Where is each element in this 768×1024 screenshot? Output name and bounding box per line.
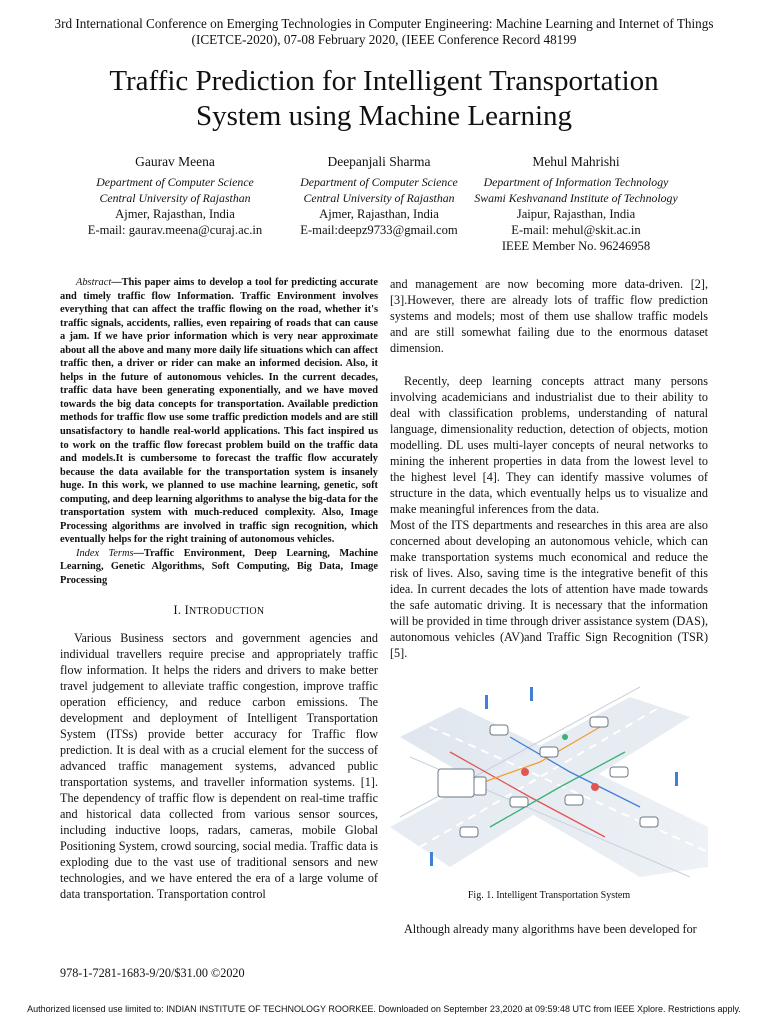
author-name: Deepanjali Sharma <box>327 154 431 169</box>
conference-line-1: 3rd International Conference on Emerging Technologies in Computer Engineering: Machine Learning and Internet of Things <box>54 16 714 31</box>
section-initial: I <box>184 602 189 617</box>
car-icon <box>460 827 478 837</box>
author-block-2 <box>268 154 490 238</box>
author-department: Department of Information Technology <box>483 175 669 189</box>
author-ieee-member: IEEE Member No. 96246958 <box>501 239 651 253</box>
section-title-rest: NTRODUCTION <box>188 605 265 617</box>
car-icon <box>510 797 528 807</box>
author-email: E-mail:deepz9733@gmail.com <box>300 223 458 237</box>
author-email: E-mail: gaurav.meena@curaj.ac.in <box>87 223 263 237</box>
author-name: Mehul Mahrishi <box>532 154 620 169</box>
copyright-notice: 978-1-7281-1683-9/20/$31.00 ©2020 <box>60 966 245 980</box>
author-department: Department of Computer Science <box>96 175 254 189</box>
paragraph-autonomous: Most of the ITS departments and researches in this area are also concerned about developing an autonomous vehicle, which can make transportation systems much economical and reduce the risk of lives. Also, saving time is the integrative benefit of this idea. In current decades the lots of attention have made towards the safe automatic driving. It is necessary that the information will be provided in time through driver assistance system (DAS), autonomous vehicles (AV)and Traffic Sign Recognition (TSR) [5]. <box>390 518 708 660</box>
author-location: Ajmer, Rajasthan, India <box>319 207 439 221</box>
car-icon <box>490 725 508 735</box>
intro-paragraph: Various Business sectors and government agencies and individual travellers require precise and appropriately traffic flow information. It helps the riders and drivers to make better travel judgement to alleviate traffic congestion, improve traffic operation efficiency, and reduce carbon emissions. The development and deployment of Intelligent Transportation System (ITSs) provide better accuracy for Traffic flow prediction. It is deal with as a crucial element for the success of advanced traffic management systems, advanced public transportation systems, and traveller information systems. [1]. The dependency of traffic flow is dependent on real-time traffic and historical data collected from various sensor sources, including inductive loops, radars, cameras, mobile Global Positioning System, crowd sourcing, social media. Traffic data is exploding due to the vast use of traditional sensors and new technologies, and we have entered the era of a large volume of data transportation. Transportation control <box>60 630 378 901</box>
title-line-2: System using Machine Learning <box>195 100 573 132</box>
index-terms-label: Index Terms <box>76 547 134 559</box>
author-name: Gaurav Meena <box>135 154 215 169</box>
figure-caption: Fig. 1. Intelligent Transportation System <box>467 890 631 901</box>
car-icon <box>640 817 658 827</box>
author-organization: Central University of Rajasthan <box>303 191 455 205</box>
index-terms <box>60 547 378 588</box>
abstract <box>60 276 378 547</box>
author-organization: Swami Keshvanand Institute of Technology <box>474 191 678 205</box>
its-figure-illustration <box>390 677 708 877</box>
author-organization: Central University of Rajasthan <box>99 191 251 205</box>
section-heading-introduction <box>60 602 378 620</box>
paragraph-algorithms: Although already many algorithms have been developed for <box>404 922 697 936</box>
author-location: Ajmer, Rajasthan, India <box>115 207 235 221</box>
paragraph-data-driven: and management are now becoming more data-driven. [2], [3].However, there are already lots of traffic flow prediction systems and models; most of them use shallow traffic models and are still somewhat failing due to the enormous dataset dimension. <box>390 277 708 355</box>
author-location: Jaipur, Rajasthan, India <box>516 207 636 221</box>
conference-line-2: (ICETCE-2020), 07-08 February 2020, (IEEE Conference Record 48199 <box>191 32 577 47</box>
left-column <box>60 276 378 902</box>
car-icon <box>590 717 608 727</box>
abstract-label: Abstract <box>76 277 112 288</box>
author-block-1 <box>64 154 286 238</box>
abstract-text: —This paper aims to develop a tool for predicting accurate and timely traffic flow Information. Traffic Environment involves everything that can affect the traffic flowing on the road, whether it's traffic signals, accidents, rallies, even repairing of roads that can cause a jam. If we have prior information which is very near approximate about all the above and many more daily life situations which can affect traffic then, a driver or rider can make an informed decision. Also, it helps in the future of autonomous vehicles. In the current decades, traffic data have been generating exponentially, and we have moved towards the big data concepts for transportation. Available prediction methods for traffic flow use some traffic prediction models and are still unsatisfactory to handle real-world applications. This fact inspired us to work on the traffic flow forecast problem build on the traffic data and models.It is cumbersome to forecast the traffic flow accurately because the data available for the transportation system is insanely huge. In this work, we planned to use machine learning, genetic, soft computing, and deep learning algorithms to analyse the big-data for the transportation system with much-reduced complexity. Also, Image Processing algorithms are involved in traffic sign recognition, which eventually helps for the right training of autonomous vehicles. <box>60 277 378 546</box>
car-icon <box>540 747 558 757</box>
truck-icon <box>438 769 474 797</box>
car-icon <box>610 767 628 777</box>
right-column <box>390 276 708 937</box>
index-terms-text: —Traffic Environment, Deep Learning, Machine Learning, Genetic Algorithms, Soft Computing, Big Data, Image Processing <box>60 547 378 587</box>
author-block-3 <box>458 154 694 254</box>
car-icon <box>565 795 583 805</box>
conference-header <box>0 16 768 48</box>
paper-title <box>0 64 768 134</box>
author-email: E-mail: mehul@skit.ac.in <box>511 223 641 237</box>
license-footer: Authorized licensed use limited to: INDIAN INSTITUTE OF TECHNOLOGY ROORKEE. Downloaded on September 23,2020 at 09:59:48 UTC from IEEE Xplore. Restrictions apply. <box>27 1004 741 1014</box>
title-line-1: Traffic Prediction for Intelligent Transportation <box>109 65 659 97</box>
section-number: I. <box>173 602 185 617</box>
author-department: Department of Computer Science <box>300 175 458 189</box>
paragraph-deep-learning: Recently, deep learning concepts attract many persons involving academicians and industrialist due to their ability to deal with classification problems, understanding of natural language, dimensionality reduction, detection of objects, motion modelling. DL uses multi-layer concepts of neural networks to mining the inherent properties in data from the lowest level to the highest level [4]. They can identify massive volumes of structure in the data, which eventually helps us to visualize and make meaningful inferences from the data. <box>390 374 708 516</box>
